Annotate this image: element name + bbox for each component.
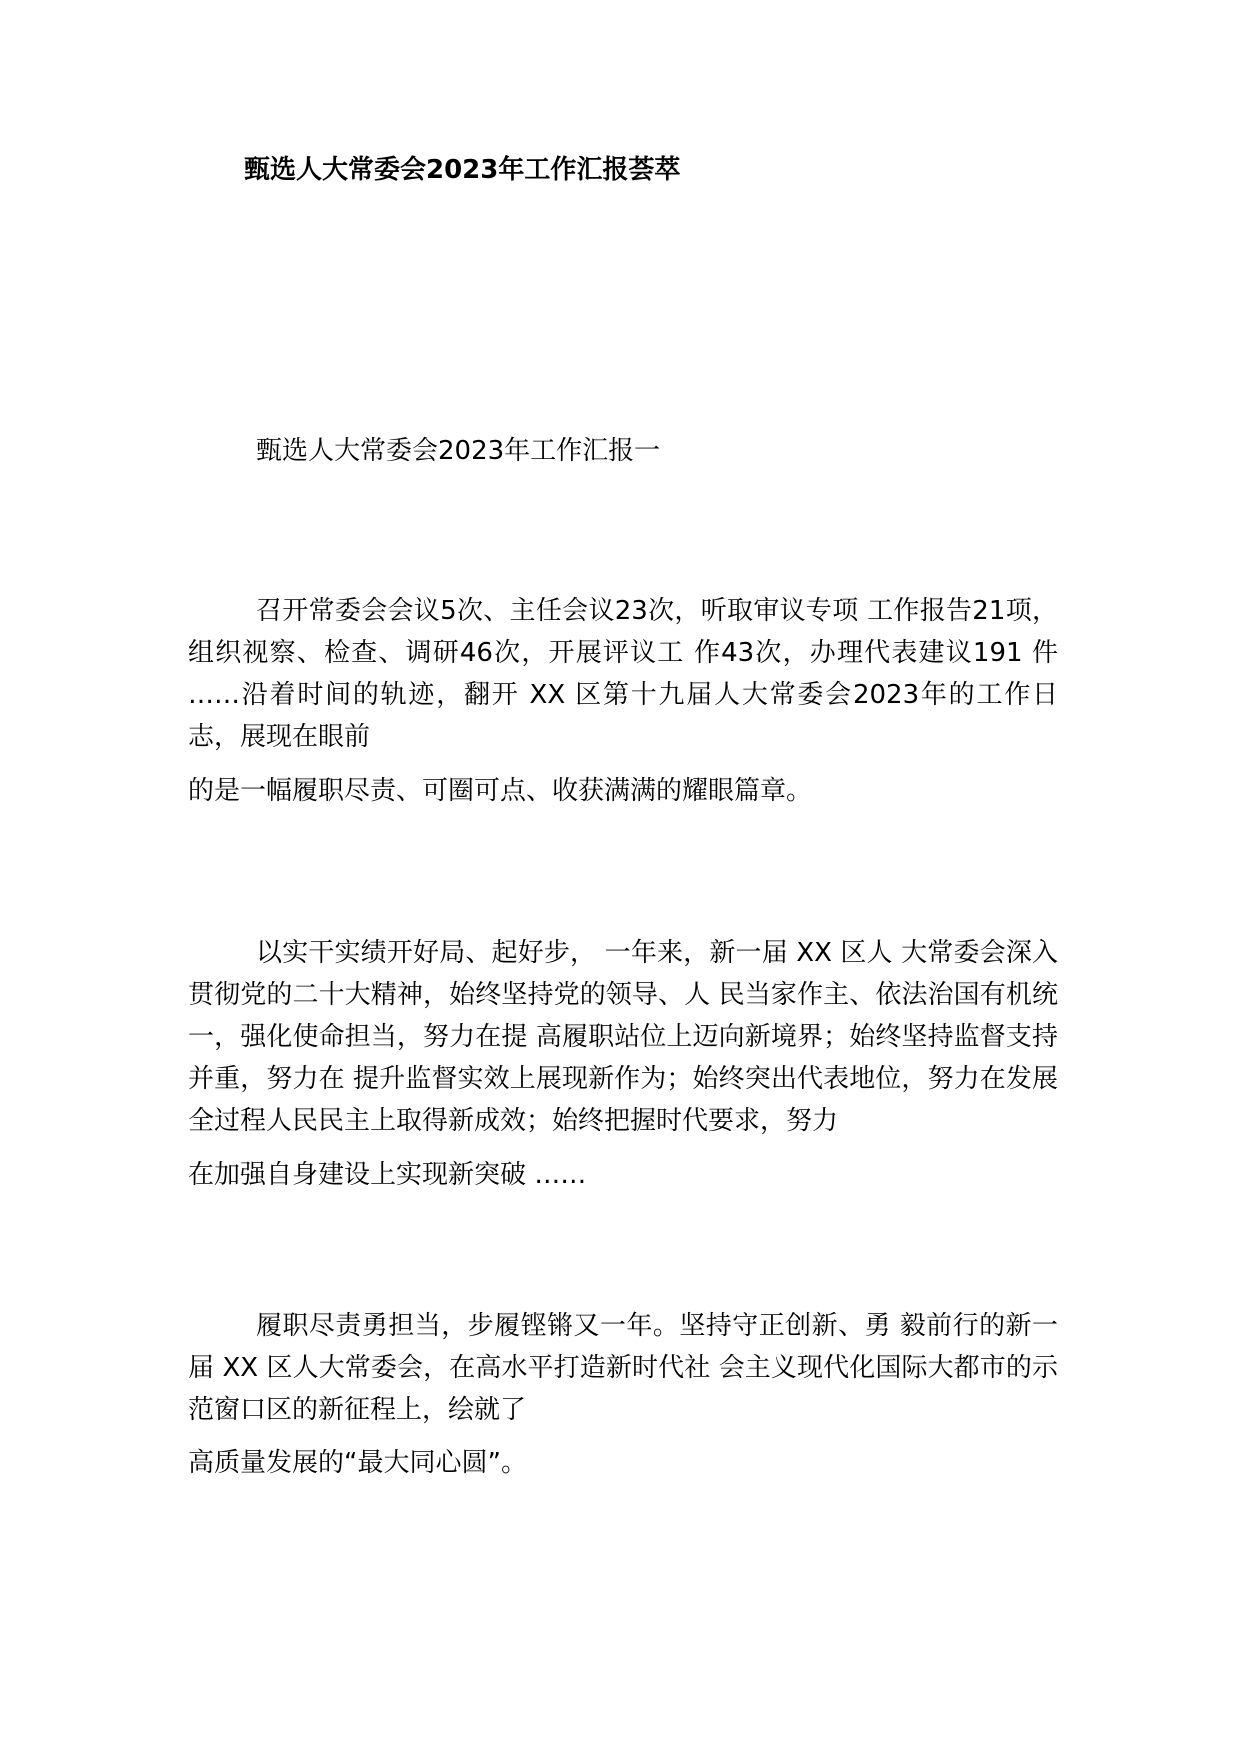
section-title: 甄选人大常委会2023年工作汇报一 (256, 436, 661, 466)
paragraph-1-continuation: 的是一幅履职尽责、可圈可点、收获满满的耀眼篇章。 (188, 776, 813, 806)
paragraph-3: 履职尽责勇担当，步履铿锵又一年。坚持守正创新、勇 毅前行的新一届 XX 区人大常委会，在高水平打造新时代社 会主义现代化国际大都市的示范窗口区的新征程上，绘就了 (188, 1311, 1058, 1425)
document-title: 甄选人大常委会2023年工作汇报荟萃 (244, 155, 681, 185)
paragraph-3-continuation: 高质量发展的“最大同心圆”。 (188, 1448, 527, 1478)
paragraph-2-continuation: 在加强自身建设上实现新突破 …… (188, 1160, 587, 1190)
paragraph-1: 召开常委会会议5次、主任会议23次，听取审议专项 工作报告21项，组织视察、检查、调研46次，开展评议工 作43次，办理代表建议191 件 ……沿着时间的轨迹，翻开 XX 区第十九届人大常委会2023年的工作日志，展现在眼前 (188, 596, 1058, 752)
paragraph-2: 以实干实绩开好局、起好步， 一年来，新一届 XX 区人 大常委会深入贯彻党的二十大精神，始终坚持党的领导、人 民当家作主、依法治国有机统一，强化使命担当，努力在提 高履职站位上迈向新境界；始终坚持监督支持并重，努力在 提升监督实效上展现新作为；始终突出代表地位，努力在发展全过程人民民主上取得新成效；始终把握时代要求，努力 (188, 938, 1058, 1136)
